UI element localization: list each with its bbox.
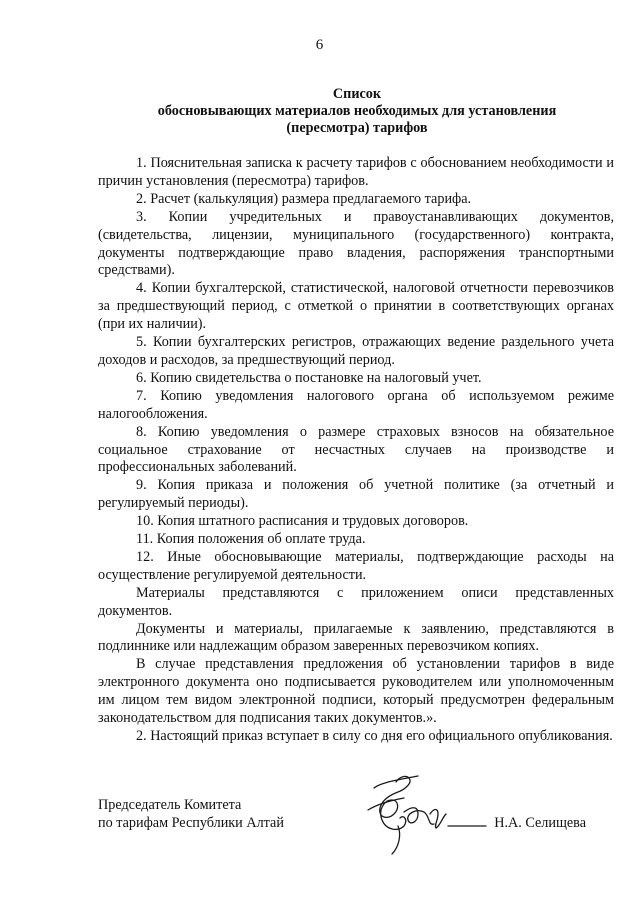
list-item-8: 8. Копию уведомления о размере страховых взносов на обязательное социальное страхование от несчастных случаев на производстве и профессиональных заболеваний. (98, 423, 614, 476)
materials-paragraph: Материалы представляются с приложением описи представленных документов. (98, 584, 614, 619)
title-line-2: обосновывающих материалов необходимых для установления (157, 103, 557, 119)
page-number: 6 (315, 37, 324, 53)
list-item-7: 7. Копию уведомления налогового органа об используемом режиме налогообложения. (98, 387, 614, 422)
handwritten-signature (338, 770, 488, 858)
title-line-3: (пересмотра) тарифов (286, 120, 428, 136)
signatory-name: Н.А. Селищева (494, 815, 586, 831)
list-item-6: 6. Копию свидетельства о постановке на налоговый учет. (136, 369, 482, 386)
list-item-2: 2. Расчет (калькуляция) размера предлагаемого тарифа. (136, 190, 472, 207)
document-title (98, 86, 616, 137)
signatory-title-line-1: Председатель Комитета (98, 797, 242, 813)
list-item-11: 11. Копия положения об оплате труда. (136, 531, 366, 548)
list-item-5: 5. Копии бухгалтерских регистров, отражающих ведение раздельного учета доходов и расходов, за предшествующий период. (98, 334, 614, 368)
list-item-1: 1. Пояснительная записка к расчету тарифов с обоснованием необходимости и причин установления (пересмотра) тарифов. (98, 155, 614, 189)
list-item-10: 10. Копия штатного расписания и трудовых договоров. (136, 513, 469, 530)
signatory-title-line-2: по тарифам Республики Алтай (98, 815, 284, 831)
document-body (98, 155, 614, 746)
signature-block (98, 796, 614, 856)
documents-paragraph: Документы и материалы, прилагаемые к заявлению, представляются в подлиннике или надлежащим образом заверенных перевозчиком копиях. (98, 620, 614, 655)
list-item-4: 4. Копии бухгалтерской, статистической, налоговой отчетности перевозчиков за предшествующий период, с отметкой о принятии в соответствующих органах (при их наличии). (98, 280, 614, 333)
list-item-3: 3. Копии учредительных и правоустанавливающих документов, (свидетельства, лицензии, муниципального (государственного) контракта, документы подтверждающие право владения, распоряжения транспортными средствами). (98, 208, 614, 279)
electronic-document-paragraph: В случае представления предложения об установлении тарифов в виде электронного документа оно подписывается руководителем или уполномоченным им лицом тем видом электронной подписи, который предусмотрен федеральным законодательством для подписания таких документов.». (98, 656, 614, 727)
list-item-9: 9. Копия приказа и положения об учетной политике (за отчетный и регулируемый периоды). (98, 477, 614, 512)
title-line-1: Список (332, 86, 382, 102)
effective-date-paragraph: 2. Настоящий приказ вступает в силу со дня его официального опубликования. (136, 728, 613, 744)
list-item-12: 12. Иные обосновывающие материалы, подтверждающие расходы на осуществление регулируемой деятельности. (98, 548, 614, 583)
